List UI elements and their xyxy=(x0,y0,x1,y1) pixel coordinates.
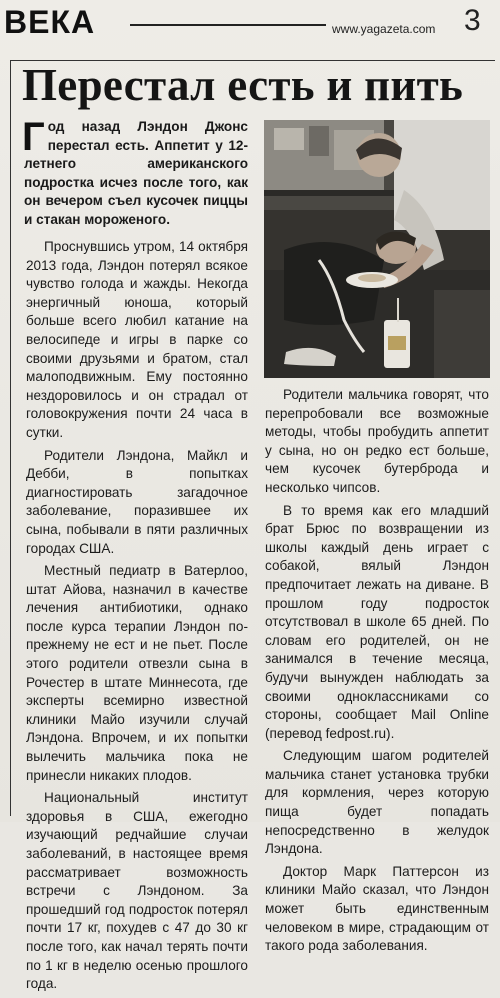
left-paragraph: Родители Лэндона, Майкл и Дебби, в попытках диагностировать загадочное заболевание, поразившее их сына, побывали в пяти различных городах США. xyxy=(26,447,248,556)
page-number: 3 xyxy=(464,4,481,37)
article-lead xyxy=(22,115,248,229)
left-paragraph: Национальный институт здоровья в США, ежегодно изучающий редчайшие случаи заболеваний, в настоящее время рассматривает возможность встречи с Лэндоном. За прошедший год подросток потерял почти 17 кг, похудев с 47 до 30 кг после того, как начал терять почти по 1 кг в неделю осенью прошлого года. xyxy=(26,790,248,992)
site-url[interactable]: www.yagazeta.com xyxy=(332,22,436,36)
right-column xyxy=(265,386,489,960)
right-paragraph: В то время как его младший брат Брюс по возвращении из школы каждый день играет с собакой, вялый Лэндон предпочитает лежать на диване. В прошлом году подросток отсутствовал в школе 65 дней. По словам его родителей, он не занимался в течение месяца, будучи вынужден наблюдать за своими одноклассниками со стороны, сообщает Mail Online (перевод fedpost.ru). xyxy=(265,502,489,741)
right-paragraph: Доктор Марк Паттерсон из клиники Майо сказал, что Лэндон может быть единственным человеком в мире, страдающим от такого рода заболевания. xyxy=(265,863,489,954)
lead-dropcap: Г xyxy=(22,115,45,159)
article-headline: Перестал есть и пить xyxy=(22,60,464,110)
article-photo xyxy=(264,120,490,378)
left-paragraph: Проснувшись утром, 14 октября 2013 года, Лэндон потерял всякое чувство голода и жажды. Некогда энергичный юноша, который больше всего любил катание на велосипеде и игры в парке со своими друзьями и братом, стал малоподвижным. Ему постоянно нездоровилось и он страдал от головокружения почти 24 часа в сутки. xyxy=(26,239,248,440)
header-rule xyxy=(130,24,326,26)
photo-illustration xyxy=(264,120,490,378)
left-column xyxy=(26,238,248,998)
right-paragraph: Родители мальчика говорят, что перепробовали все возможные методы, чтобы пробудить аппетит у сына, но он редко ест больше, чем кусочек бутерброда и несколько чипсов. xyxy=(265,387,489,495)
section-label: ВЕКА xyxy=(4,4,96,40)
lead-text: од назад Лэндон Джонс перестал есть. Аппетит у 12-летнего американского подростка исчез после того, как он вечером съел кусочек пиццы и стакан мороженого. xyxy=(24,119,248,227)
left-paragraph: Местный педиатр в Ватерлоо, штат Айова, назначил в качестве лечения антибиотики, однако после курса терапии Лэндон по-прежнему не ест и не пьет. После этого родители отвезли сына в Рочестер в штате Миннесота, где эксперты всемирно известной клиники Майо изучили случай Лэндона. Впрочем, и их попытки вылечить мальчика пока не принесли никаких плодов. xyxy=(26,563,248,783)
right-paragraph: Следующим шагом родителей мальчика станет установка трубки для кормления, через которую пища будет попадать непосредственно в желудок Лэндона. xyxy=(265,748,489,857)
